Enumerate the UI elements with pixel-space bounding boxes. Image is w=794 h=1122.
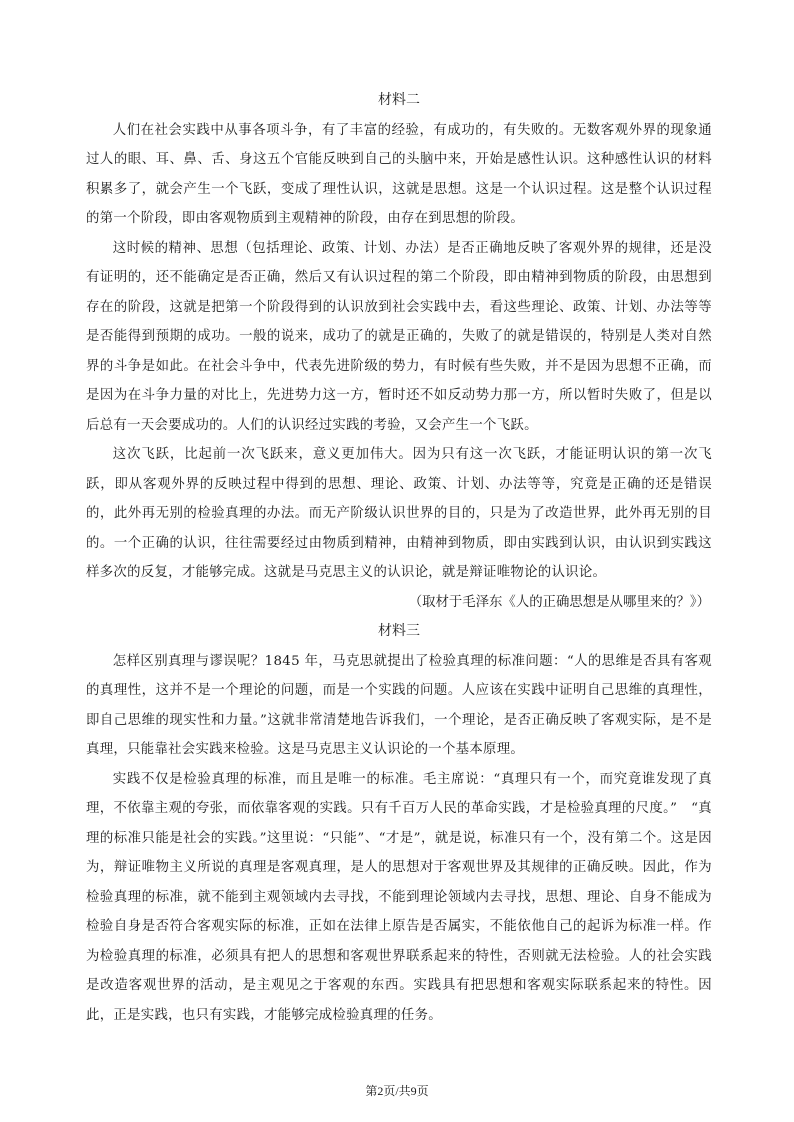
material-two-section: [86, 86, 712, 617]
material-three-section: [86, 617, 712, 1030]
page-number-footer: 第2页/共9页: [365, 1084, 429, 1098]
material-three-paragraph-2: 实践不仅是检验真理的标准，而且是唯一的标准。毛主席说：“真理只有一个，而究竟谁发现了真理，不依靠主观的夸张，而依靠客观的实践。只有千百万人民的革命实践，才是检验真理的尺度。” “真理的标准只能是社会的实践。”这里说：“只能”、“才是”，就是说，标准只有一个，没有第二个。这是因为，辩证唯物主义所说的真理是客观真理，是人的思想对于客观世界及其规律的正确反映。因此，作为检验真理的标准，就不能到主观领域内去寻找，不能到理论领域内去寻找，思想、理论、自身不能成为检验自身是否符合客观实际的标准，正如在法律上原告是否属实，不能依他自己的起诉为标准一样。作为检验真理的标准，必须具有把人的思想和客观世界联系起来的特性，否则就无法检验。人的社会实践是改造客观世界的活动，是主观见之于客观的东西。实践具有把思想和客观实际联系起来的特性。因此，正是实践，也只有实践，才能够完成检验真理的任务。: [86, 771, 712, 1023]
material-two-source: （取材于毛泽东《人的正确思想是从哪里来的？》）: [408, 594, 710, 610]
document-body: [86, 86, 712, 1030]
material-three-paragraph-1: 怎样区别真理与谬误呢？1845 年，马克思就提出了检验真理的标准问题：“人的思维是否具有客观的真理性，这并不是一个理论的问题，而是一个实践的问题。人应该在实践中证明自己思维的真理性，即自己思维的现实性和力量。”这就非常清楚地告诉我们，一个理论，是否正确反映了客观实际，是不是真理，只能靠社会实践来检验。这是马克思主义认识论的一个基本原理。: [86, 653, 712, 757]
material-two-title: 材料二: [378, 92, 420, 108]
material-two-paragraph-2: 这时候的精神、思想（包括理论、政策、计划、办法）是否正确地反映了客观外界的规律，还是没有证明的，还不能确定是否正确，然后又有认识过程的第二个阶段，即由精神到物质的阶段，由思想到存在的阶段，这就是把第一个阶段得到的认识放到社会实践中去，看这些理论、政策、计划、办法等等是否能得到预期的成功。一般的说来，成功了的就是正确的，失败了的就是错误的，特别是人类对自然界的斗争是如此。在社会斗争中，代表先进阶级的势力，有时候有些失败，并不是因为思想不正确，而是因为在斗争力量的对比上，先进势力这一方，暂时还不如反动势力那一方，所以暂时失败了，但是以后总有一天会要成功的。人们的认识经过实践的考验，又会产生一个飞跃。: [86, 240, 712, 433]
material-two-paragraph-1: 人们在社会实践中从事各项斗争，有了丰富的经验，有成功的，有失败的。无数客观外界的现象通过人的眼、耳、鼻、舌、身这五个官能反映到自己的头脑中来，开始是感性认识。这种感性认识的材料积累多了，就会产生一个飞跃，变成了理性认识，这就是思想。这是一个认识过程。这是整个认识过程的第一个阶段，即由客观物质到主观精神的阶段，由存在到思想的阶段。: [86, 122, 712, 226]
material-three-title: 材料三: [378, 623, 420, 639]
material-two-paragraph-3: 这次飞跃，比起前一次飞跃来，意义更加伟大。因为只有这一次飞跃，才能证明认识的第一次飞跃，即从客观外界的反映过程中得到的思想、理论、政策、计划、办法等等，究竟是正确的还是错误的，此外再无别的检验真理的办法。而无产阶级认识世界的目的，只是为了改造世界，此外再无别的目的。一个正确的认识，往往需要经过由物质到精神，由精神到物质，即由实践到认识，由认识到实践这样多次的反复，才能够完成。这就是马克思主义的认识论，就是辩证唯物论的认识论。: [86, 447, 712, 580]
